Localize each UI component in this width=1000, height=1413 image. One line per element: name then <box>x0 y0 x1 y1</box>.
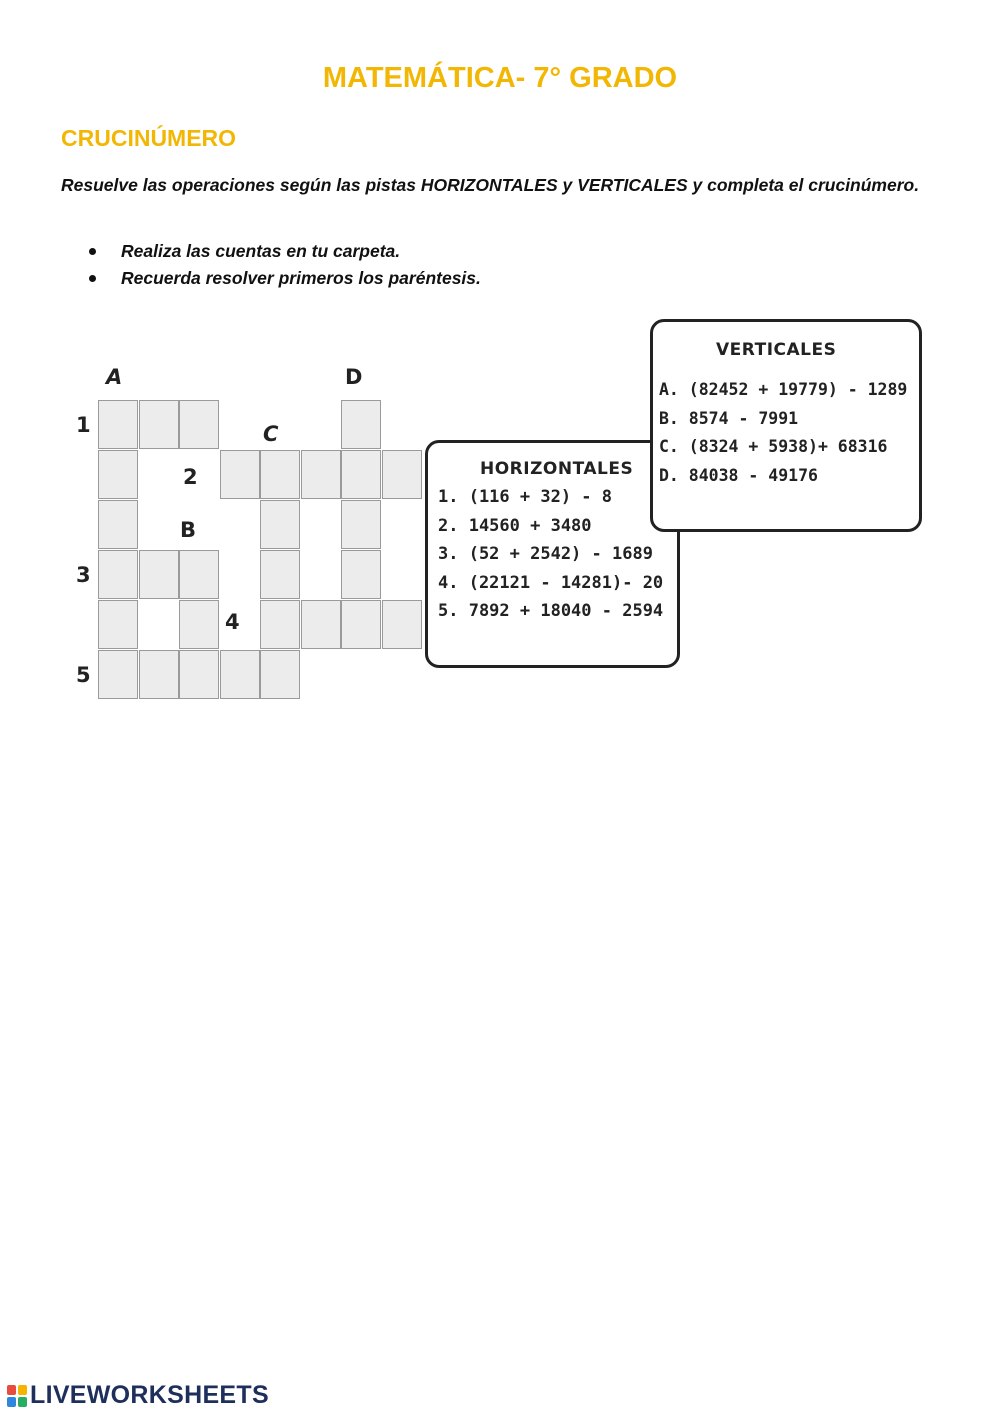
grid-cell[interactable] <box>98 450 138 499</box>
grid-cell[interactable] <box>179 550 219 599</box>
horizontal-clues-box <box>425 440 680 668</box>
grid-label-2: 2 <box>183 465 198 489</box>
grid-label-5: 5 <box>76 663 91 687</box>
grid-cell[interactable] <box>220 450 260 499</box>
horizontal-clue: 3. (52 + 2542) - 1689 <box>438 544 653 564</box>
grid-label-c: C <box>263 422 279 446</box>
brand-name: LIVEWORKSHEETS <box>30 1381 269 1409</box>
footer-brand <box>7 1381 269 1410</box>
bullet-item <box>61 238 481 265</box>
grid-cell[interactable] <box>179 650 219 699</box>
bullet-item <box>61 265 481 292</box>
grid-cell[interactable] <box>382 600 422 649</box>
grid-cell[interactable] <box>341 450 381 499</box>
vertical-clue: C. (8324 + 5938)+ 68316 <box>659 437 888 456</box>
grid-cell[interactable] <box>98 550 138 599</box>
section-title: CRUCINÚMERO <box>61 125 237 151</box>
grid-label-4: 4 <box>225 610 240 634</box>
grid-cell[interactable] <box>301 450 341 499</box>
grid-cell[interactable] <box>98 650 138 699</box>
grid-cell[interactable] <box>382 450 422 499</box>
grid-cell[interactable] <box>341 400 381 449</box>
horizontal-clue: 1. (116 + 32) - 8 <box>438 487 612 507</box>
vertical-clue: B. 8574 - 7991 <box>659 408 799 428</box>
vertical-clues-box <box>650 319 922 532</box>
bullet-text: Realiza las cuentas en tu carpeta. <box>121 241 401 261</box>
grid-cell[interactable] <box>179 400 219 449</box>
grid-cell[interactable] <box>260 450 300 499</box>
vertical-clues-title: VERTICALES <box>716 340 837 360</box>
grid-cell[interactable] <box>301 600 341 649</box>
page-title: MATEMÁTICA- 7° GRADO <box>322 62 678 94</box>
grid-cell[interactable] <box>179 600 219 649</box>
grid-label-a: A <box>106 365 123 389</box>
grid-cell[interactable] <box>260 650 300 699</box>
bullet-icon <box>89 275 96 282</box>
vertical-clue: D. 84038 - 49176 <box>659 465 818 485</box>
grid-cell[interactable] <box>341 600 381 649</box>
horizontal-clue: 2. 14560 + 3480 <box>438 515 592 536</box>
crossnumber-grid <box>70 360 420 705</box>
grid-cell[interactable] <box>139 650 179 699</box>
bullet-list <box>61 238 481 292</box>
horizontal-clue: 4. (22121 - 14281)- 20 <box>438 572 664 593</box>
grid-label-d: D <box>345 365 363 389</box>
grid-cell[interactable] <box>341 550 381 599</box>
grid-label-b: B <box>180 518 197 542</box>
grid-cell[interactable] <box>139 400 179 449</box>
grid-cell[interactable] <box>260 550 300 599</box>
grid-cell[interactable] <box>98 600 138 649</box>
grid-cell[interactable] <box>139 550 179 599</box>
grid-cell[interactable] <box>98 500 138 549</box>
bullet-icon <box>89 248 96 255</box>
instructions-text: Resuelve las operaciones según las pistas HORIZONTALES y VERTICALES y completa el crucinúmero. <box>61 175 920 195</box>
grid-cell[interactable] <box>260 600 300 649</box>
bullet-text: Recuerda resolver primeros los paréntesis. <box>121 268 481 288</box>
grid-cell[interactable] <box>220 650 260 699</box>
horizontal-clues-title: HORIZONTALES <box>480 459 634 479</box>
grid-label-1: 1 <box>76 413 91 437</box>
grid-cell[interactable] <box>341 500 381 549</box>
horizontal-clue: 5. 7892 + 18040 - 2594 <box>438 601 664 621</box>
grid-cell[interactable] <box>98 400 138 449</box>
grid-label-3: 3 <box>76 563 91 587</box>
vertical-clue: A. (82452 + 19779) - 1289 <box>659 380 908 399</box>
liveworksheets-logo-icon <box>7 1385 27 1407</box>
grid-cell[interactable] <box>260 500 300 549</box>
